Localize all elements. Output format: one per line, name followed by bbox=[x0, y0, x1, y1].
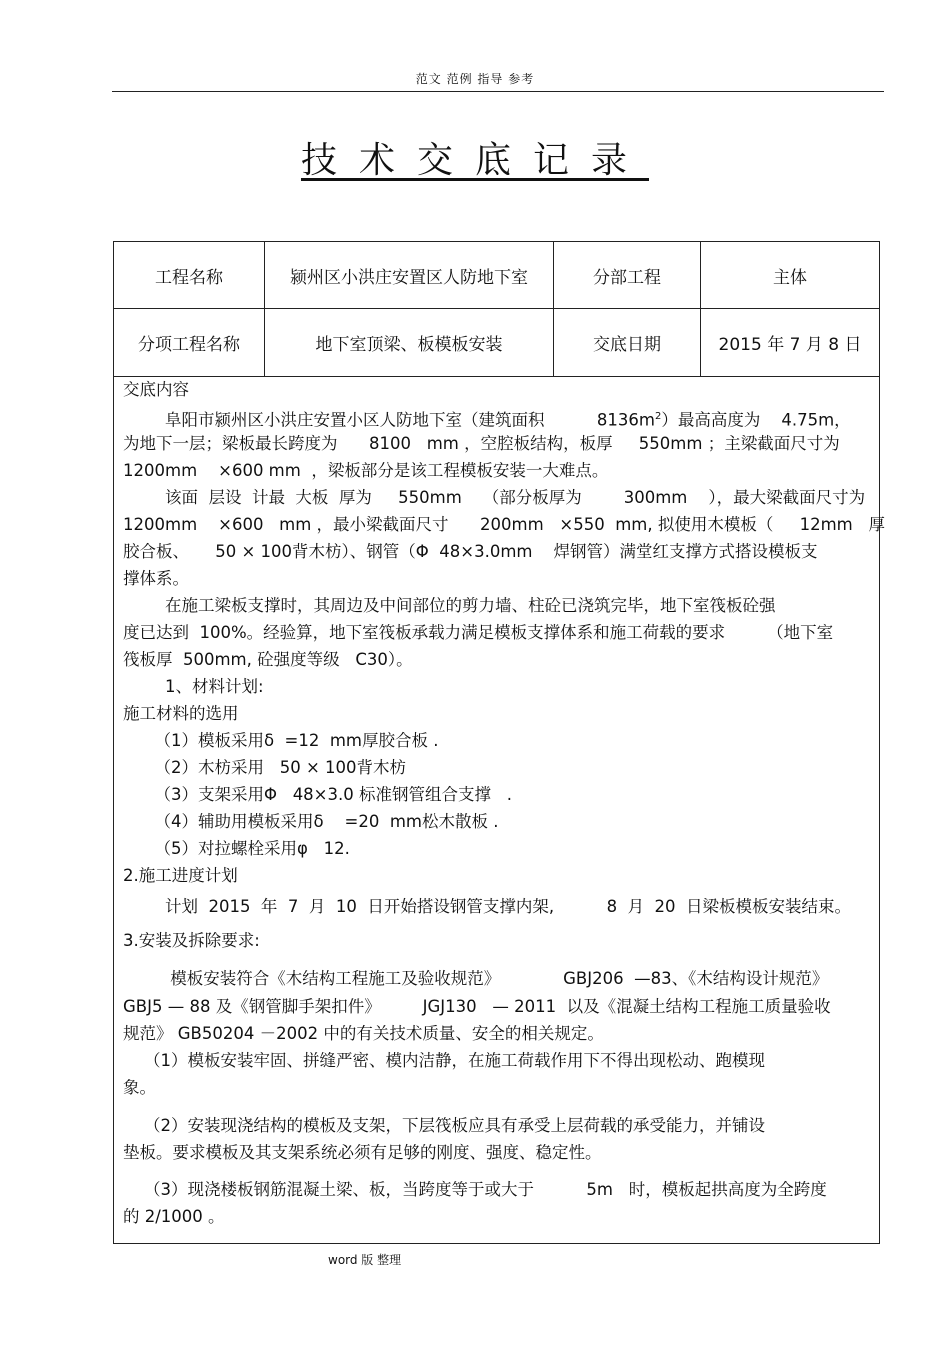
content-line: 1、材料计划: bbox=[123, 677, 264, 696]
content-line: 2.施工进度计划 bbox=[123, 866, 238, 885]
line-text: ）最高高度为 4.75m， bbox=[661, 410, 851, 430]
subitem-name-label: 分项工程名称 bbox=[114, 308, 265, 376]
content-line: 筏板厚 500mm, 砼强度等级 C30）。 bbox=[123, 650, 413, 669]
content-line: 在施工梁板支撑时，其周边及中间部位的剪力墙、柱砼已浇筑完毕，地下室筏板砼强 bbox=[123, 596, 776, 615]
content-line: 该面 层设 计最 大板 厚为 550mm （部分板厚为 300mm ），最大梁截面尺寸为 bbox=[123, 488, 866, 507]
content-line: 的 2/1000 。 bbox=[123, 1207, 225, 1226]
content-line bbox=[123, 407, 851, 431]
document-title: 技术交底记录 bbox=[300, 140, 649, 181]
content-line: （2）安装现浇结构的模板及支架，下层筏板应具有承受上层荷载的承受能力，并铺设 bbox=[123, 1116, 765, 1135]
superscript: 2 bbox=[654, 411, 662, 422]
content-line: 为地下一层；梁板最长跨度为 8100 mm ，空腔板结构，板厚 550mm ；主梁截面尺寸为 bbox=[123, 434, 840, 453]
content-line: 计划 2015 年 7 月 10 日开始搭设钢管支撑内架, 8 月 20 日梁板模板安装结束。 bbox=[123, 897, 852, 916]
content-line: 1200mm ×600 mm ，最小梁截面尺寸 200mm ×550 mm, 拟使用木模板（ 12mm 厚 bbox=[123, 515, 885, 534]
page-header: 范文 范例 指导 参考 bbox=[415, 72, 535, 86]
header-rule bbox=[112, 91, 884, 92]
table-row bbox=[114, 308, 879, 377]
project-name-label: 工程名称 bbox=[114, 242, 265, 308]
content-line: （2）木枋采用 50 × 100背木枋 bbox=[123, 758, 407, 777]
briefing-date-label: 交底日期 bbox=[554, 308, 701, 376]
content-line: （5）对拉螺栓采用φ 12. bbox=[123, 839, 350, 858]
content-line: 胶合板、 50 × 100背木枋）、钢管（Φ 48×3.0mm 焊钢管）满堂红支撑方式搭设模板支 bbox=[123, 542, 818, 561]
content-line: （1）模板安装牢固、拼缝严密、模内洁静，在施工荷载作用下不得出现松动、跑模现 bbox=[123, 1051, 765, 1070]
content-line: 3.安装及拆除要求: bbox=[123, 931, 260, 950]
content-line: 垫板。要求模板及其支架系统必须有足够的刚度、强度、稳定性。 bbox=[123, 1143, 602, 1162]
division-value: 主体 bbox=[773, 267, 807, 288]
content-line: 象。 bbox=[123, 1078, 156, 1097]
content-line: 模板安装符合《木结构工程施工及验收规范》 GBJ206 —83、《木结构设计规范》 bbox=[123, 969, 829, 988]
division-label: 分部工程 bbox=[554, 242, 701, 308]
content-line: GBJ5 — 88 及《钢管脚手架扣件》 JGJ130 — 2011 以及《混凝土结构工程施工质量验收 bbox=[123, 997, 831, 1016]
content-line: （4）辅助用模板采用δ =20 mm松木散板 . bbox=[123, 812, 499, 831]
content-line: （1）模板采用δ =12 mm厚胶合板 . bbox=[123, 731, 439, 750]
content-line: （3）现浇楼板钢筋混凝土梁、板，当跨度等于或大于 5m 时，模板起拱高度为全跨度 bbox=[123, 1180, 827, 1199]
content-line: 撑体系。 bbox=[123, 569, 189, 588]
content-line: （3）支架采用Φ 48×3.0 标准钢管组合支撑 . bbox=[123, 785, 512, 804]
line-text: 阜阳市颍州区小洪庄安置小区人防地下室（建筑面积 8136m bbox=[123, 410, 655, 430]
table-row bbox=[114, 242, 879, 309]
content-line: 1200mm ×600 mm ，梁板部分是该工程模板安装一大难点。 bbox=[123, 461, 609, 480]
subitem-name-value: 地下室顶梁、板模板安装 bbox=[265, 308, 554, 376]
content-line: 规范》 GB50204 －2002 中的有关技术质量、安全的相关规定。 bbox=[123, 1024, 604, 1043]
content-line: 施工材料的选用 bbox=[123, 704, 239, 723]
briefing-date-value: 2015 年 7 月 8 日 bbox=[718, 334, 862, 355]
page-footer: word 版 整理 bbox=[328, 1253, 402, 1267]
project-name-value: 颍州区小洪庄安置区人防地下室 bbox=[265, 242, 554, 308]
content-heading: 交底内容 bbox=[123, 380, 189, 399]
content-line: 度已达到 100%。经验算，地下室筏板承载力满足模板支撑体系和施工荷载的要求 （地下室 bbox=[123, 623, 834, 642]
record-table bbox=[113, 241, 885, 1244]
